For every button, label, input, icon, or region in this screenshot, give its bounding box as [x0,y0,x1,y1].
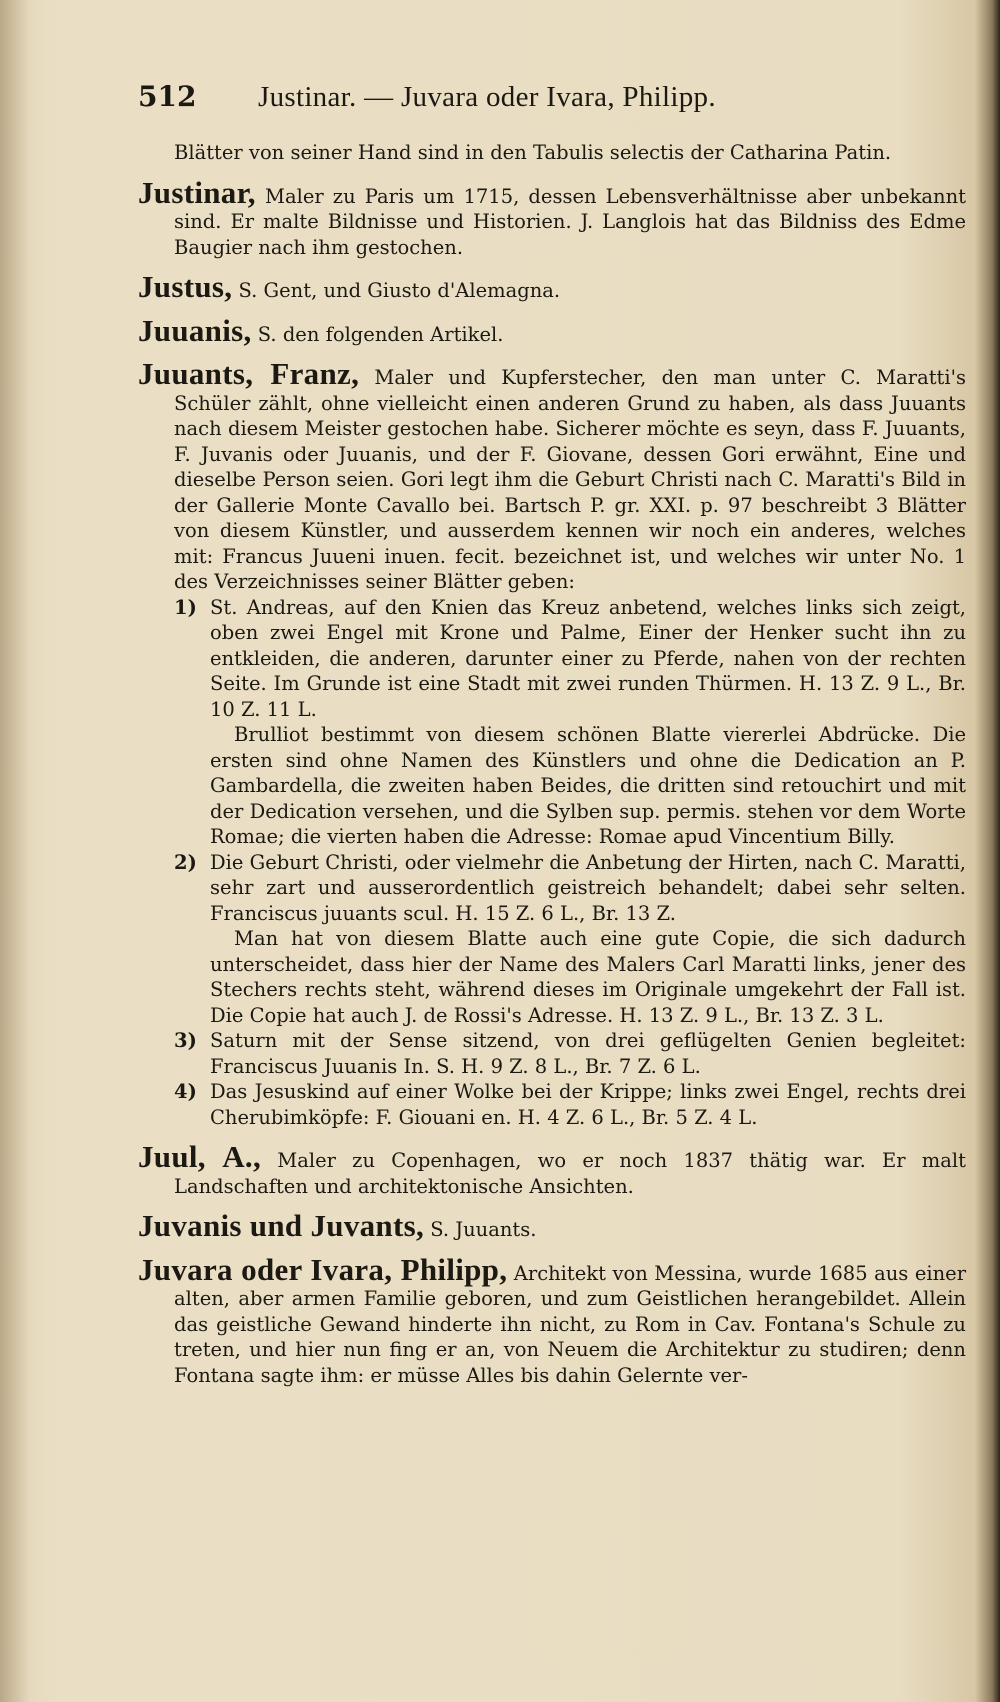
item-number: 4) [174,1080,197,1103]
page-header [138,80,966,114]
works-list [138,595,966,1131]
entry-headword: Juvara oder Ivara, Philipp, [138,1251,508,1287]
item-number: 2) [174,850,197,874]
page-content [138,80,966,1402]
entry-juuanis [138,312,966,348]
item-text: Das Jesuskind auf einer Wolke bei der Krippe; links zwei Engel, rechts drei Cherubimköpfe: F. Giouani en. H. 4 Z. 6 L., Br. 5 Z. 4 L. [210,1080,966,1129]
page-number: 512 [138,80,197,113]
entry-text: Maler zu Paris um 1715, dessen Lebensverhältnisse aber unbekannt sind. Er malte Bildnisse und Historien. J. Langlois hat das Bildniss des Edme Baugier nach ihm gestochen. [174,184,966,259]
list-item [174,1028,966,1079]
entry-headword: Justinar, [138,174,256,210]
item-note: Brulliot bestimmt von diesem schönen Blatte viererlei Abdrücke. Die ersten sind ohne Namen des Künstlers und ohne die Dedication an P. Gambardella, die zweiten haben Beides, die dritten sind retouchirt und mit der Dedication versehen, und die Sylben sup. permis. stehen vor dem Worte Romae; die vierten haben die Adresse: Romae apud Vincentium Billy. [210,723,966,848]
entry-juul [138,1139,966,1199]
entry-justus [138,269,966,304]
entry-headword: Justus, [138,269,233,304]
entry-headword: Juuants, Franz, [138,356,360,391]
entry-justinar [138,174,966,261]
entry-text: Architekt von Messina, wurde 1685 aus einer alten, aber armen Familie geboren, und zum Geistlichen herangebildet. Allein das geistliche Gewand hinderte ihn nicht, zu Rom in Cav. Fontana's Schule zu treten, und hier nun fing er an, von Neuem die Architektur zu studiren; denn Fontana sagte ihm: er müsse Alles bis dahin Gelernte ver- [174,1261,967,1387]
entry-headword: Juul, A., [138,1139,262,1174]
entry-text: Maler zu Copenhagen, wo er noch 1837 thätig war. Er malt Landschaften und architektonische Ansichten. [174,1149,966,1198]
list-item [174,850,966,1029]
entry-juvara [138,1251,967,1389]
item-text: Saturn mit der Sense sitzend, von drei geflügelten Genien begleitet: Franciscus Juuanis In. S. H. 9 Z. 8 L., Br. 7 Z. 6 L. [210,1029,966,1078]
item-text: St. Andreas, auf den Knien das Kreuz anbetend, welches links sich zeigt, oben zwei Engel mit Krone und Palme, Einer der Henker sucht ihn zu entkleiden, die anderen, darunter einer zu Pferde, nahen von der rechten Seite. Im Grunde ist eine Stadt mit zwei runden Thürmen. H. 13 Z. 9 L., Br. 10 Z. 11 L. [210,595,966,721]
item-number: 3) [174,1029,197,1052]
continued-text: Blätter von seiner Hand sind in den Tabulis selectis der Catharina Patin. [174,141,892,164]
item-number: 1) [174,595,197,619]
entry-text: S. Juuants. [430,1218,537,1241]
entry-juuants [138,356,966,1130]
entry-text: S. den folgenden Artikel. [257,322,504,346]
item-text: Die Geburt Christi, oder vielmehr die Anbetung der Hirten, nach C. Maratti, sehr zart und ausserordentlich geistreich behandelt; dabei sehr selten. Franciscus juuants scul. H. 15 Z. 6 L., Br. 13 Z. [210,850,966,925]
item-note: Man hat von diesem Blatte auch eine gute Copie, die sich dadurch unterscheidet, dass hier der Name des Malers Carl Maratti links, jener des Stechers rechts steht, während dieses im Originale umgekehrt der Fall ist. Die Copie hat auch J. de Rossi's Adresse. H. 13 Z. 9 L., Br. 13 Z. 3 L. [210,927,966,1027]
entry-text: S. Gent, und Giusto d'Alemagna. [238,279,561,302]
list-item [174,1079,966,1130]
list-item [174,595,966,850]
entry-text: Maler und Kupferstecher, den man unter C. Maratti's Schüler zählt, ohne vielleicht einen anderen Grund zu haben, als dass Juuants nach diesem Meister gestochen habe. Sicherer möchte es seyn, dass F. Juuants, F. Juvanis oder Juuanis, und der F. Giovane, dessen Gori erwähnt, Eine und dieselbe Person seien. Gori legt ihm die Geburt Christi nach C. Maratti's Bild in der Gallerie Monte Cavallo bei. Bartsch P. gr. XXI. p. 97 beschreibt 3 Blätter von diesem Künstler, und ausserdem kennen wir noch ein anderes, welches mit: Francus Juueni inuen. fecit. bezeichnet ist, und welches wir unter No. 1 des Verzeichnisses seiner Blätter geben: [174,366,966,593]
entry-headword: Juvanis und Juvants, [138,1208,424,1243]
running-title: Justinar. — Juvara oder Ivara, Philipp. [258,81,716,113]
entry-juvanis [138,1208,966,1243]
entry-headword: Juuanis, [138,312,252,348]
